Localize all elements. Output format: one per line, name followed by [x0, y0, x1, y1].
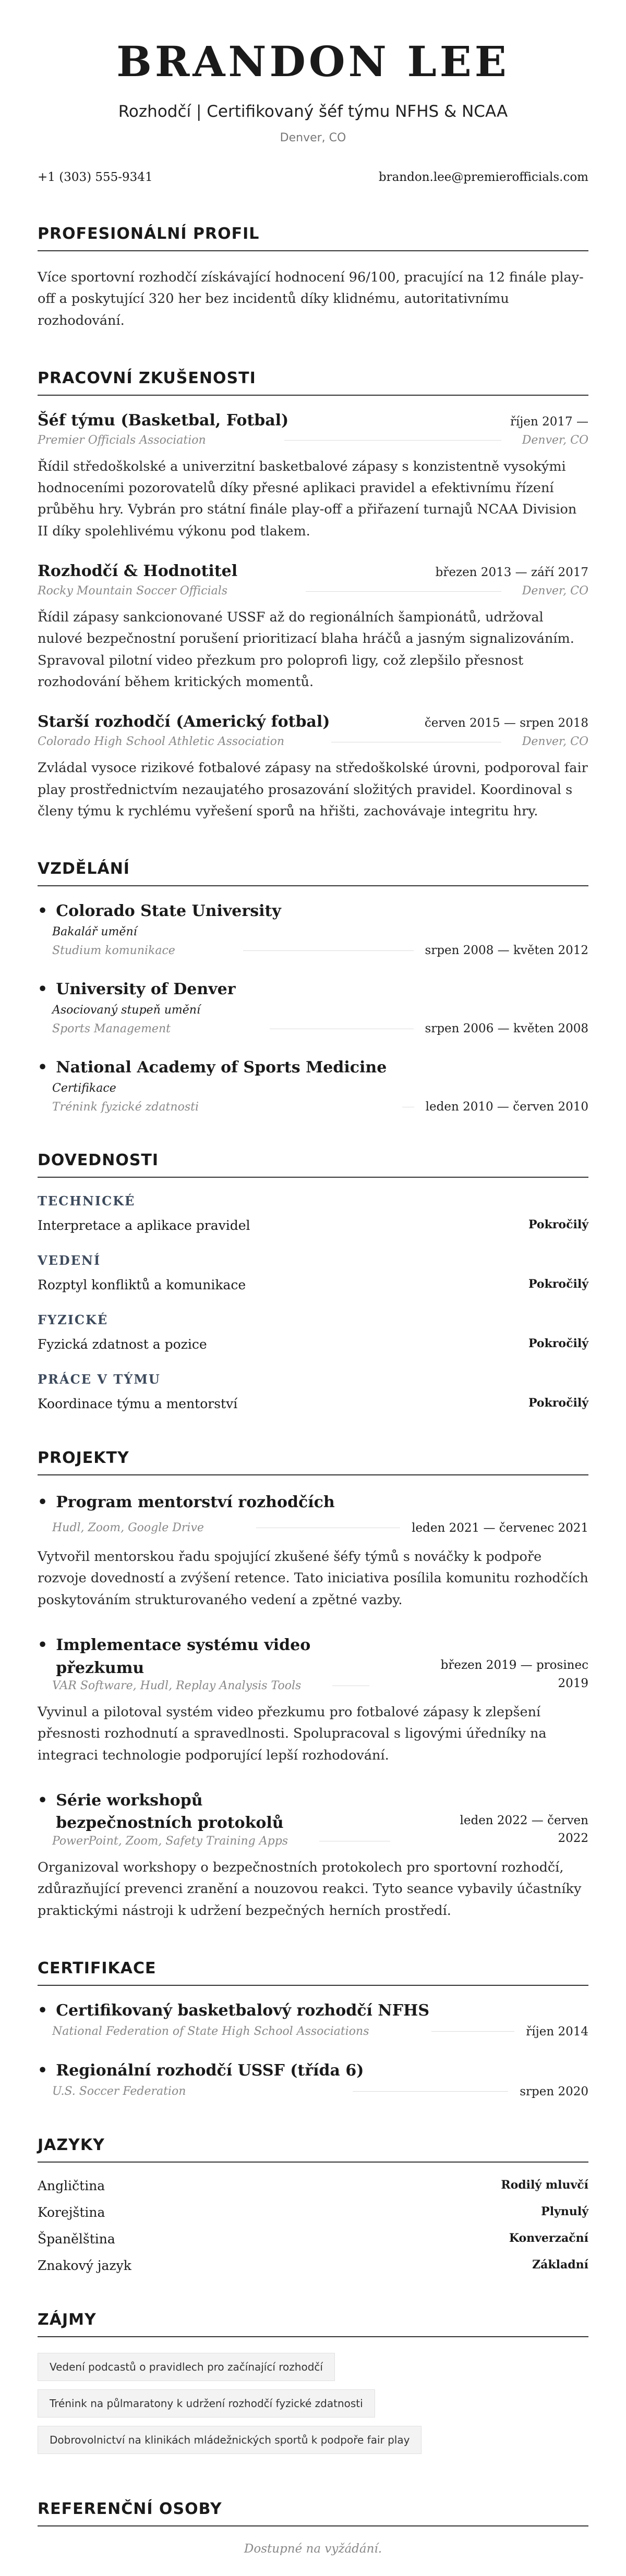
education-section — [38, 860, 588, 1114]
school-name: University of Denver — [56, 980, 236, 999]
school-name: National Academy of Sports Medicine — [56, 1058, 387, 1077]
references-text: Dostupné na vyžádání. — [244, 2542, 382, 2556]
interest-tag: Vedení podcastů o pravidlech pro začínající rozhodčí — [38, 2353, 335, 2381]
divider — [353, 2091, 508, 2092]
contact-row — [38, 170, 588, 184]
project-tools: PowerPoint, Zoom, Safety Training Apps — [52, 1834, 288, 1848]
section-title: VZDĚLÁNÍ — [38, 860, 588, 886]
bullet-icon: • — [38, 1058, 48, 1077]
divider — [243, 950, 414, 951]
section-title: PROJEKTY — [38, 1449, 588, 1475]
language-row — [38, 2178, 588, 2193]
job-date: červen 2015 — srpen 2018 — [424, 716, 588, 730]
language-name: Korejština — [38, 2204, 105, 2220]
school-name: Colorado State University — [56, 902, 281, 921]
certification-issuer: U.S. Soccer Federation — [52, 2085, 186, 2098]
interest-tag: Dobrovolnictví na klinikách mládežnických sportů k podpoře fair play — [38, 2426, 422, 2454]
candidate-headline: Rozhodčí | Certifikovaný šéf týmu NFHS & NCAA — [118, 102, 508, 121]
certification-entry — [38, 2061, 588, 2098]
skill-category: PRÁCE V TÝMU — [38, 1372, 161, 1387]
project-tools: VAR Software, Hudl, Replay Analysis Tools — [52, 1679, 302, 1693]
certification-date: srpen 2020 — [520, 2084, 588, 2098]
bullet-icon: • — [38, 2061, 48, 2080]
skill-category: FYZICKÉ — [38, 1312, 109, 1328]
skill-name: Koordinace týmu a mentorství — [38, 1396, 238, 1412]
certification-entry — [38, 2001, 588, 2038]
language-level: Konverzační — [509, 2231, 588, 2245]
job-location: Denver, CO — [522, 584, 588, 598]
skill-name: Rozptyl konfliktů a komunikace — [38, 1277, 246, 1293]
job-location: Denver, CO — [522, 433, 588, 447]
divider — [331, 741, 501, 742]
bullet-icon: • — [38, 1636, 48, 1655]
job-description: Řídil středoškolské a univerzitní basketbalové zápasy s konzistentně vysokými hodnoceními pozorovatelů díky přesné aplikaci pravidel a efektivnímu řízení průběhu hry. Vybrán pro státní finále play-off a přiřazení turnajů NCAA Division II díky spolehlivému výkonu pod tlakem. — [38, 458, 577, 539]
skill-level: Pokročilý — [528, 1396, 588, 1410]
project-title: Implementace systému video přezkumu — [56, 1636, 311, 1677]
candidate-name: BRANDON LEE — [116, 37, 510, 86]
education-date: leden 2010 — červen 2010 — [425, 1100, 588, 1114]
skill-group — [38, 1372, 588, 1411]
project-date: březen 2019 — prosinec 2019 — [440, 1658, 588, 1690]
skill-name: Fyzická zdatnost a pozice — [38, 1337, 207, 1352]
language-level: Rodilý mluvčí — [501, 2178, 588, 2192]
project-entry — [38, 1634, 588, 1766]
field-of-study: Sports Management — [52, 1022, 171, 1035]
project-title: Program mentorství rozhodčích — [56, 1493, 335, 1512]
language-level: Plynulý — [541, 2204, 588, 2218]
section-title: JAZYKY — [38, 2136, 588, 2163]
profile-text: Více sportovní rozhodčí získávající hodnocení 96/100, pracující na 12 finále play-off a poskytující 320 her bez incidentů díky klidnému, autoritativnímu rozhodování. — [38, 270, 584, 328]
divider — [431, 2031, 514, 2032]
profile-section — [38, 225, 588, 332]
skill-name: Interpretace a aplikace pravidel — [38, 1218, 250, 1234]
project-description: Vytvořil mentorskou řadu spojující zkušené šéfy týmů s nováčky k podpoře rozvoje dovedností a zvýšení retence. Tato iniciativa posílila komunitu rozhodčích poskytováním strukturovaného vedení a zpětné vazby. — [38, 1549, 588, 1608]
job-organization: Rocky Mountain Soccer Officials — [38, 584, 228, 598]
experience-section — [38, 369, 588, 822]
bullet-icon: • — [38, 980, 48, 999]
degree: Certifikace — [52, 1082, 116, 1095]
education-entry — [38, 980, 588, 1035]
job-organization: Colorado High School Athletic Association — [38, 735, 285, 749]
job-date: říjen 2017 — — [510, 414, 588, 429]
skill-level: Pokročilý — [528, 1277, 588, 1291]
job-entry — [38, 411, 588, 542]
skill-group — [38, 1193, 588, 1233]
project-description: Organizoval workshopy o bezpečnostních protokolech pro sportovní rozhodčí, zdůrazňující prevenci zranění a nouzovou reakci. Tyto seance vybavily účastníky praktickými nástroji k udržení bezpečných herních prostředí. — [38, 1859, 582, 1919]
candidate-location: Denver, CO — [280, 131, 346, 144]
language-row — [38, 2231, 588, 2247]
skill-group — [38, 1312, 588, 1352]
section-title: PRACOVNÍ ZKUŠENOSTI — [38, 369, 588, 396]
email-address[interactable]: brandon.lee@premierofficials.com — [378, 170, 588, 184]
education-date: srpen 2008 — květen 2012 — [425, 944, 588, 958]
job-entry — [38, 713, 588, 822]
divider — [284, 439, 501, 441]
education-entry — [38, 902, 588, 957]
project-entry — [38, 1789, 588, 1922]
divider — [306, 591, 501, 592]
section-title: DOVEDNOSTI — [38, 1151, 588, 1178]
phone-number: +1 (303) 555-9341 — [38, 170, 153, 184]
bullet-icon: • — [38, 902, 48, 921]
field-of-study: Trénink fyzické zdatnosti — [52, 1100, 199, 1114]
resume-header — [38, 0, 588, 184]
bullet-icon: • — [38, 2001, 48, 2020]
language-row — [38, 2258, 588, 2273]
section-title: PROFESIONÁLNÍ PROFIL — [38, 225, 588, 251]
project-description: Vyvinul a pilotoval systém video přezkumu pro fotbalové zápasy k zlepšení přesnosti rozhodnutí a spravedlnosti. Spolupracoval s ligovými úředníky na integraci technologie podporující lepší rozhodování. — [38, 1704, 547, 1763]
job-date: březen 2013 — září 2017 — [435, 566, 588, 580]
skills-section — [38, 1151, 588, 1411]
language-level: Základní — [532, 2257, 588, 2272]
skill-level: Pokročilý — [528, 1218, 588, 1232]
bullet-icon: • — [38, 1493, 48, 1512]
certifications-section — [38, 1959, 588, 2098]
job-title: Rozhodčí & Hodnotitel — [38, 562, 238, 581]
project-title: Série workshopů bezpečnostních protokolů — [56, 1791, 284, 1833]
skill-level: Pokročilý — [528, 1337, 588, 1351]
project-date: leden 2021 — červenec 2021 — [412, 1521, 588, 1535]
interests-section — [38, 2311, 588, 2462]
project-tools: Hudl, Zoom, Google Drive — [52, 1521, 204, 1535]
degree: Bakalář umění — [52, 925, 137, 939]
section-title: CERTIFIKACE — [38, 1959, 588, 1986]
languages-section — [38, 2136, 588, 2273]
job-title: Šéf týmu (Basketbal, Fotbal) — [38, 411, 289, 430]
field-of-study: Studium komunikace — [52, 944, 175, 957]
certification-name: Certifikovaný basketbalový rozhodčí NFHS — [56, 2001, 430, 2020]
degree: Asociovaný stupeň umění — [52, 1004, 200, 1017]
certification-name: Regionální rozhodčí USSF (třída 6) — [56, 2061, 364, 2080]
language-row — [38, 2205, 588, 2220]
education-entry — [38, 1058, 588, 1114]
section-title: ZÁJMY — [38, 2311, 588, 2337]
job-title: Starší rozhodčí (Americký fotbal) — [38, 713, 330, 731]
certification-date: říjen 2014 — [526, 2024, 588, 2038]
project-date: leden 2022 — červen 2022 — [460, 1813, 588, 1846]
language-name: Znakový jazyk — [38, 2257, 131, 2273]
certification-issuer: National Federation of State High School Associations — [52, 2025, 369, 2038]
language-name: Angličtina — [38, 2178, 105, 2193]
projects-section — [38, 1449, 588, 1922]
references-section — [38, 2500, 588, 2556]
skill-group — [38, 1253, 588, 1292]
interest-tag: Trénink na půlmaratony k udržení rozhodčí fyzické zdatnosti — [38, 2389, 375, 2418]
bullet-icon: • — [38, 1791, 48, 1810]
job-description: Řídil zápasy sankcionované USSF až do regionálních šampionátů, udržoval nulové bezpečnostní porušení prioritizací blaha hráčů a jasným signalizováním. Spravoval pilotní video přezkum pro poloprofi ligy, což zlepšilo přesnost rozhodování během kritických momentů. — [38, 609, 574, 690]
skill-category: VEDENÍ — [38, 1253, 101, 1268]
job-entry — [38, 562, 588, 693]
skill-category: TECHNICKÉ — [38, 1193, 136, 1209]
interest-tags — [38, 2353, 588, 2462]
job-location: Denver, CO — [522, 735, 588, 749]
language-name: Španělština — [38, 2231, 115, 2247]
education-date: srpen 2006 — květen 2008 — [425, 1022, 588, 1036]
job-organization: Premier Officials Association — [38, 433, 206, 447]
project-entry — [38, 1491, 588, 1611]
section-title: REFERENČNÍ OSOBY — [38, 2500, 588, 2526]
job-description: Zvládal vysoce rizikové fotbalové zápasy na středoškolské úrovni, podporoval fair play prostřednictvím nezaujatého prosazování složitých pravidel. Koordinoval s členy týmu k rychlému vyřešení sporů na hřišti, zachovávaje integritu hry. — [38, 760, 588, 819]
